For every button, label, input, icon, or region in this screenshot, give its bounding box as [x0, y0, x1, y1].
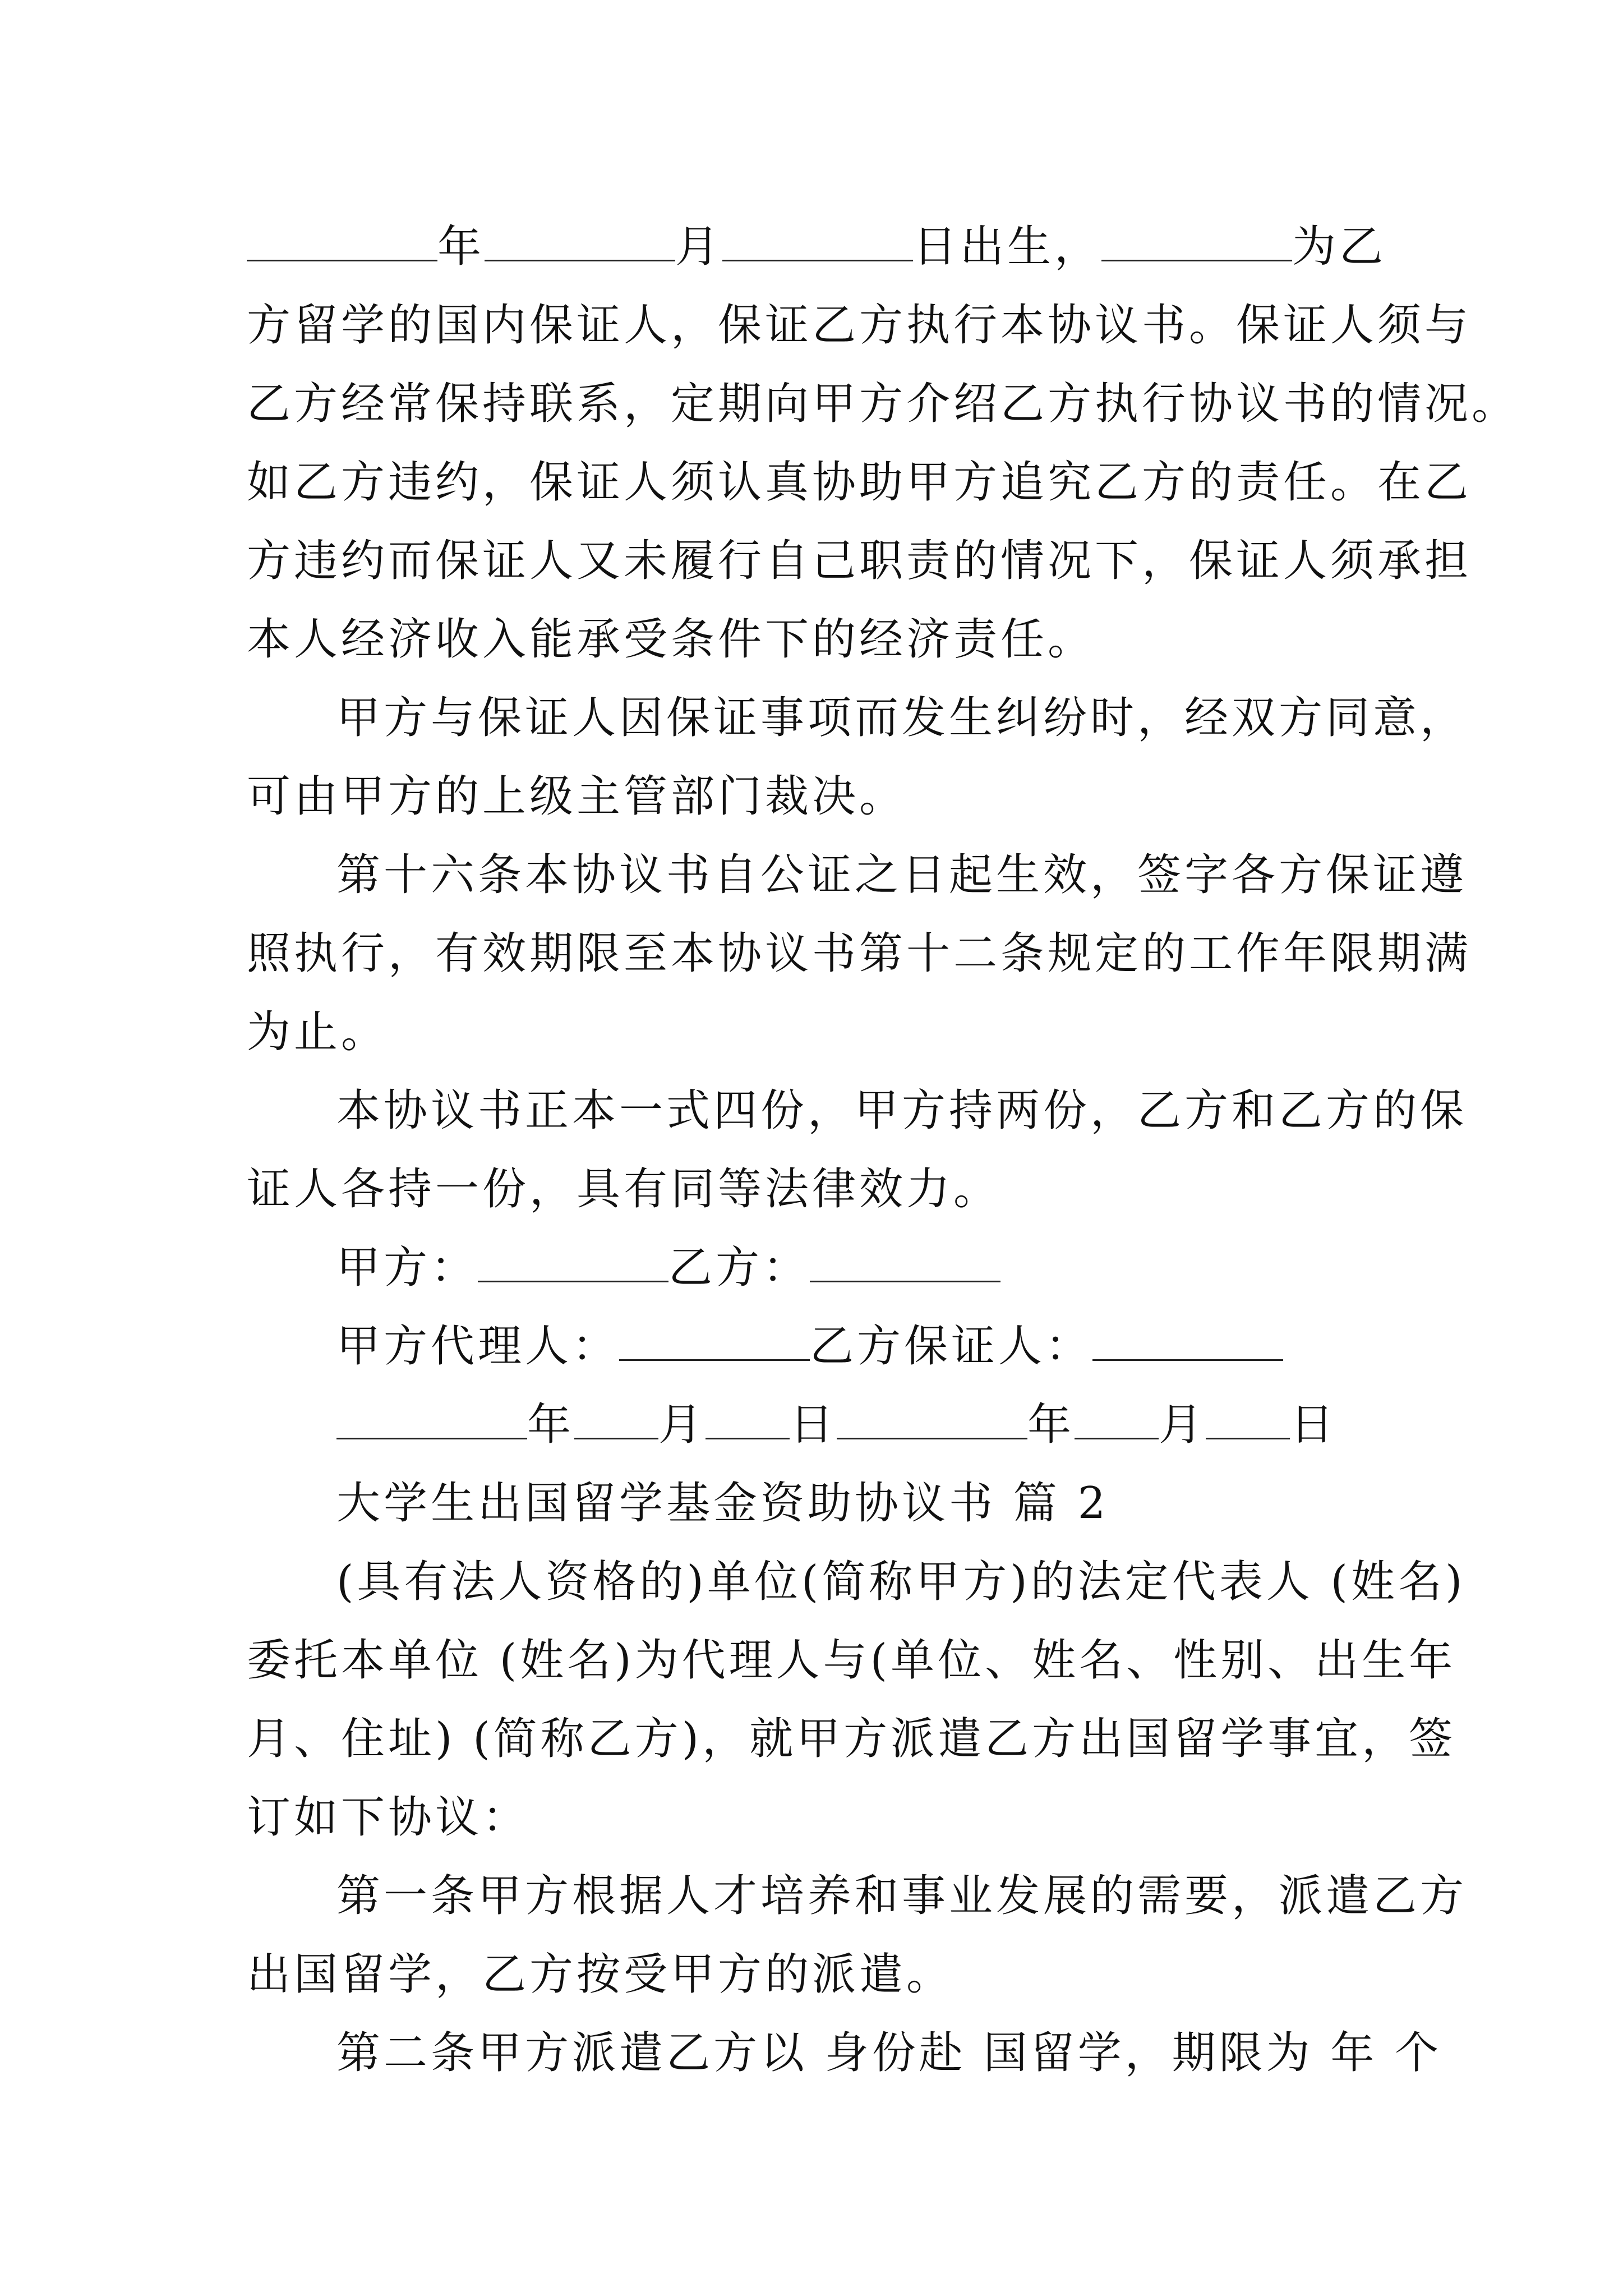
- blank-field: [478, 1241, 668, 1282]
- section-heading: 大学生出国留学基金资助协议书 篇 2: [336, 1478, 1109, 1529]
- blank-field: [336, 1398, 527, 1439]
- signature-line-parties: 甲方： 乙方：: [247, 1228, 1391, 1307]
- signature-date-line: 年 月 日 年 月 日: [247, 1386, 1391, 1464]
- paragraph-line: 出国留学，乙方按受甲方的派遣。: [247, 1949, 954, 2000]
- paragraph-line: 方违约而保证人又未履行自己职责的情况下，保证人须承担: [247, 536, 1472, 586]
- blank-field: [1101, 220, 1292, 261]
- paragraph-line: 委托本单位 (姓名)为代理人与(单位、姓名、性别、出生年: [247, 1635, 1456, 1686]
- blank-field: [706, 1398, 790, 1439]
- blank-field: [485, 220, 675, 261]
- paragraph-line: 第二条甲方派遣乙方以 身份赴 国留学，期限为 年 个: [336, 2028, 1442, 2078]
- paragraph-line: 为止。: [247, 1007, 389, 1057]
- paragraph-line: 订如下协议：: [247, 1792, 530, 1843]
- paragraph-line: 月、住址) (简称乙方)，就甲方派遣乙方出国留学事宜，签: [247, 1714, 1456, 1764]
- paragraph-line: 甲方与保证人因保证事项而发生纠纷时，经双方同意，: [336, 693, 1468, 743]
- paragraph-line: 本协议书正本一式四份，甲方持两份，乙方和乙方的保: [336, 1085, 1468, 1136]
- blank-field: [810, 1241, 1000, 1282]
- blank-field: [1075, 1398, 1159, 1439]
- blank-field: [619, 1320, 810, 1361]
- blank-field: [247, 220, 437, 261]
- document-body: [247, 208, 1519, 2092]
- paragraph-line: 本人经济收入能承受条件下的经济责任。: [247, 614, 1095, 665]
- paragraph-line: 乙方经常保持联系，定期向甲方介绍乙方执行协议书的情况。: [247, 379, 1519, 429]
- paragraph-line: 如乙方违约，保证人须认真协助甲方追究乙方的责任。在乙: [247, 457, 1472, 508]
- paragraph-line: 可由甲方的上级主管部门裁决。: [247, 771, 907, 822]
- paragraph-line: (具有法人资格的)单位(简称甲方)的法定代表人 (姓名): [336, 1557, 1466, 1607]
- paragraph-line: 第一条甲方根据人才培养和事业发展的需要，派遣乙方: [336, 1871, 1468, 1921]
- blank-field: [1206, 1398, 1290, 1439]
- paragraph-line: 第十六条本协议书自公证之日起生效，签字各方保证遵: [336, 850, 1468, 900]
- paragraph-line: 证人各持一份，具有同等法律效力。: [247, 1164, 1001, 1214]
- blank-field: [574, 1398, 658, 1439]
- blank-field: [1092, 1320, 1283, 1361]
- signature-line-agents: 甲方代理人： 乙方保证人：: [247, 1307, 1391, 1386]
- blank-field: [722, 220, 913, 261]
- birth-date-line: 年 月 日出生， 为乙: [247, 208, 1391, 286]
- blank-field: [837, 1398, 1027, 1439]
- paragraph-line: 方留学的国内保证人，保证乙方执行本协议书。保证人须与: [247, 300, 1472, 351]
- paragraph-line: 照执行，有效期限至本协议书第十二条规定的工作年限期满: [247, 928, 1472, 979]
